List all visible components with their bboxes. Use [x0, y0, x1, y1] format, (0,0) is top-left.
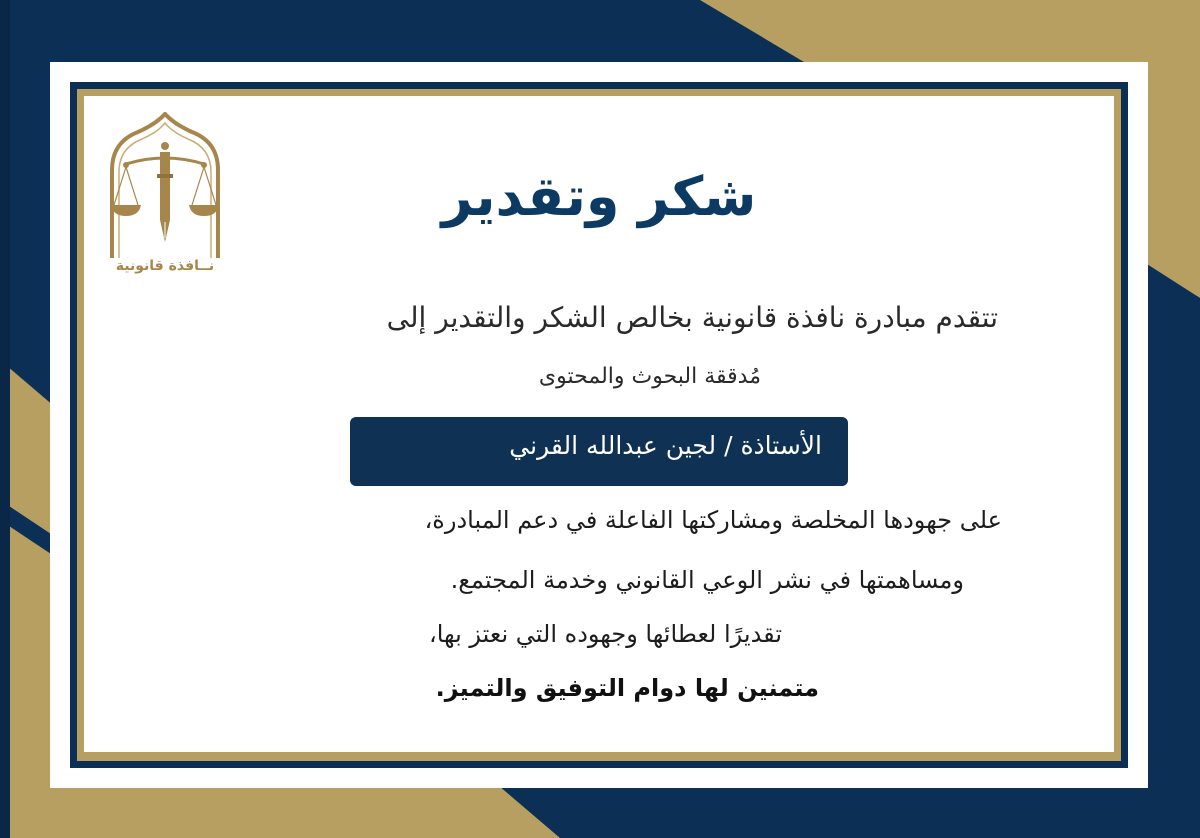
body-line-4: متمنين لها دوام التوفيق والتميز.	[435, 674, 819, 702]
body-line-2: ومساهمتها في نشر الوعي القانوني وخدمة المجتمع.	[450, 566, 964, 594]
body-line-1: على جهودها المخلصة ومشاركتها الفاعلة في دعم المبادرة،	[424, 506, 1002, 534]
body-line-3: تقديرًا لعطائها وجهوده التي نعتز بها،	[428, 620, 782, 648]
logo-name: نــافذة قانونية	[115, 258, 215, 274]
certificate-title: شكر وتقدير	[441, 165, 757, 228]
recipient-role: مُدققة البحوث والمحتوى	[538, 364, 761, 389]
certificate-card	[84, 96, 1114, 752]
intro-line: تتقدم مبادرة نافذة قانونية بخالص الشكر والتقدير إلى	[386, 301, 998, 334]
recipient-name: الأستاذة / لجين عبدالله القرني	[509, 431, 822, 460]
recipient-name-box	[350, 417, 848, 486]
